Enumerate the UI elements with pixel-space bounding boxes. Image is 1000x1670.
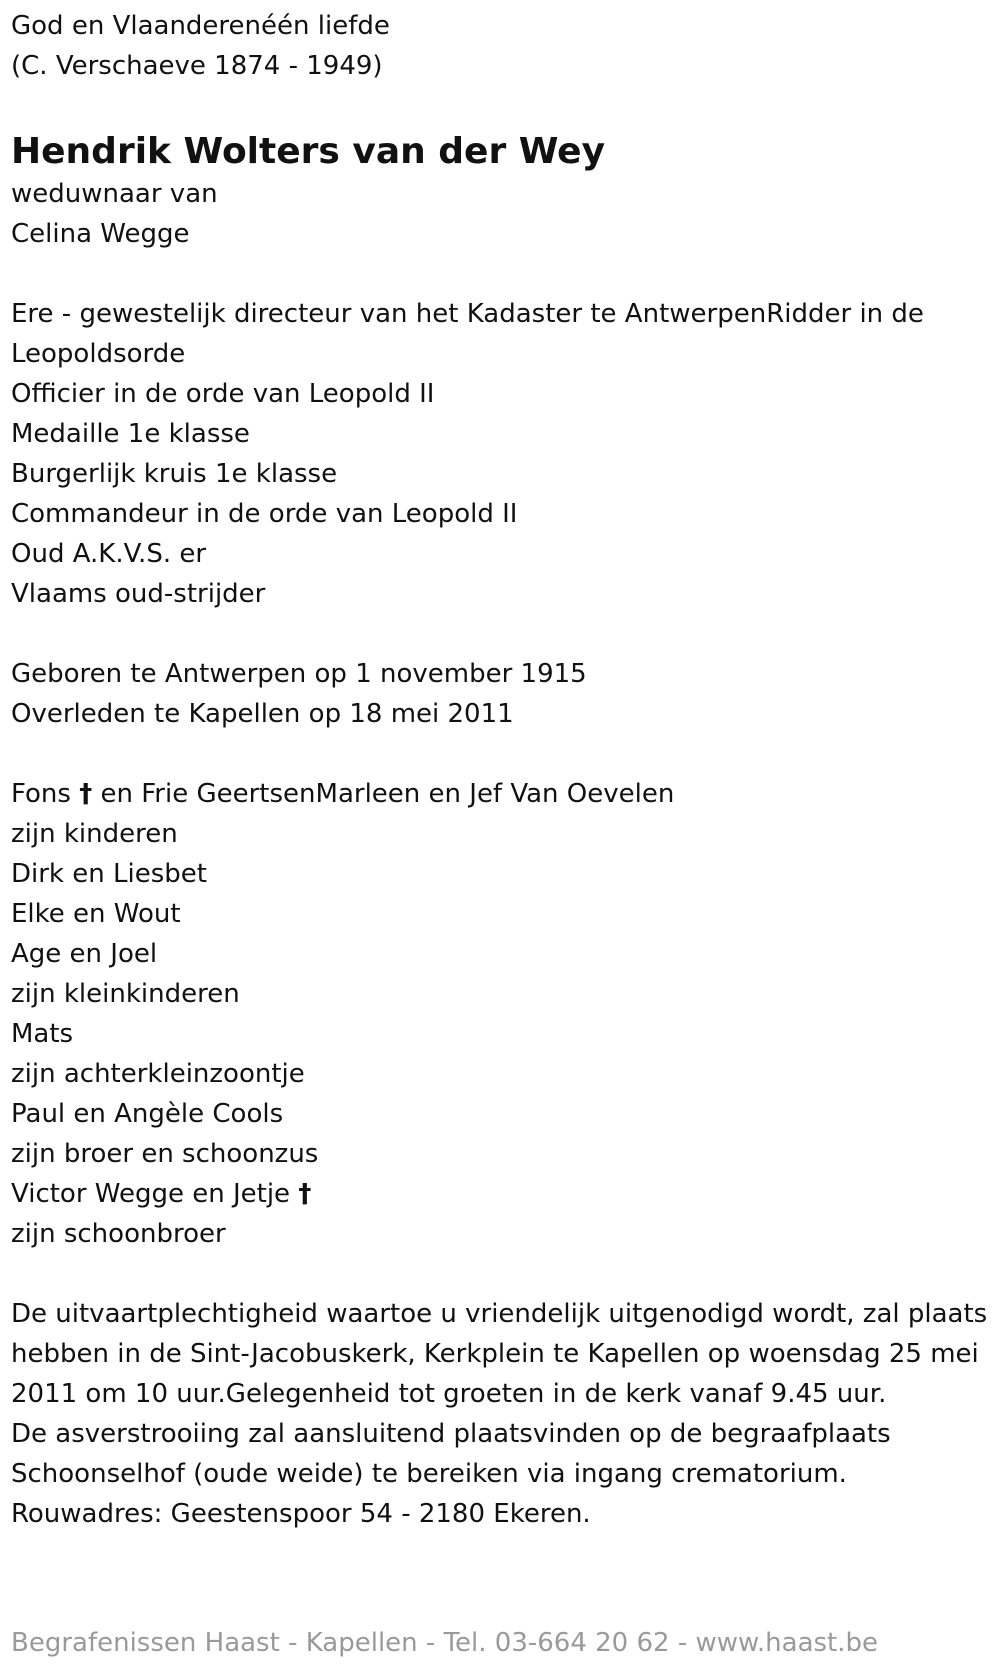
spacer xyxy=(11,254,1000,294)
deceased-name: Hendrik Wolters van der Wey xyxy=(11,131,606,172)
grandchild-names: Dirk en Liesbet xyxy=(11,859,207,889)
sibling-names: Paul en Angèle Cools xyxy=(11,1099,284,1129)
birth-date: Geboren te Antwerpen op 1 november 1915 xyxy=(11,659,587,689)
sibling-label: zijn broer en schoonzus xyxy=(11,1139,319,1169)
brother-in-law-names xyxy=(11,1174,1000,1214)
great-grandchild-name: Mats xyxy=(11,1019,74,1049)
children-names xyxy=(11,774,1000,814)
motto-line-1: God en Vlaanderenéén liefde xyxy=(11,11,390,41)
grandchildren-label: zijn kleinkinderen xyxy=(11,979,240,1009)
title-item: Vlaams oud-strijder xyxy=(11,579,266,609)
grandchild-names: Elke en Wout xyxy=(11,899,181,929)
title-item: Commandeur in de orde van Leopold II xyxy=(11,499,518,529)
motto-line-2: (C. Verschaeve 1874 - 1949) xyxy=(11,51,383,81)
death-date: Overleden te Kapellen op 18 mei 2011 xyxy=(11,699,514,729)
brother-in-law-label: zijn schoonbroer xyxy=(11,1219,226,1249)
title-first: Ere - gewestelijk directeur van het Kadaster te AntwerpenRidder in de Leopoldsorde xyxy=(11,299,924,369)
cross-icon: † xyxy=(79,779,93,809)
title-item: Burgerlijk kruis 1e klasse xyxy=(11,459,338,489)
children-name-a: Fons xyxy=(11,779,71,809)
great-grandchild-label: zijn achterkleinzoontje xyxy=(11,1059,305,1089)
funeral-home-footer: Begrafenissen Haast - Kapellen - Tel. 03-664 20 62 - www.haast.be xyxy=(11,1628,879,1658)
spacer xyxy=(11,614,1000,654)
ceremony-invitation: De uitvaartplechtigheid waartoe u vriendelijk uitgenodigd wordt, zal plaats hebben in de Sint-Jacobuskerk, Kerkplein te Kapellen op woensdag 25 mei 2011 om 10 uur.Gelegenheid tot groeten in de kerk vanaf 9.45 uur. xyxy=(11,1299,988,1409)
title-item: Oud A.K.V.S. er xyxy=(11,539,207,569)
children-name-b: en Frie GeertsenMarleen en Jef Van Oevelen xyxy=(92,779,675,809)
grandchild-names: Age en Joel xyxy=(11,939,158,969)
cross-icon: † xyxy=(298,1179,312,1209)
mourning-address: Rouwadres: Geestenspoor 54 - 2180 Ekeren. xyxy=(11,1499,591,1529)
spouse-name: Celina Wegge xyxy=(11,219,190,249)
brother-in-law-text: Victor Wegge en Jetje xyxy=(11,1179,299,1209)
children-label: zijn kinderen xyxy=(11,819,178,849)
ceremony-scattering: De asverstrooiing zal aansluitend plaatsvinden op de begraafplaats Schoonselhof (oude weide) te bereiken via ingang crematorium. xyxy=(11,1419,891,1489)
title-item: Medaille 1e klasse xyxy=(11,419,250,449)
spacer xyxy=(11,734,1000,774)
spacer xyxy=(11,1254,1000,1294)
relation-text: weduwnaar van xyxy=(11,179,218,209)
title-item: Officier in de orde van Leopold II xyxy=(11,379,435,409)
